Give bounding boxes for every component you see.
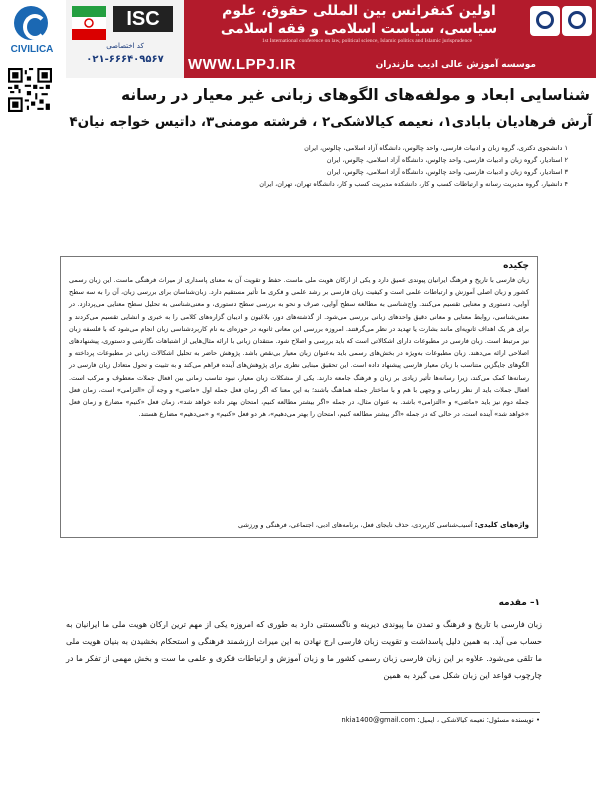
conference-url[interactable]: WWW.LPPJ.IR [188,56,296,73]
conference-title-en: 1st International conference on law, political science, Islamic politics and Islamic jurisprudence [261,38,473,44]
civilica-logo[interactable] [4,4,60,66]
affiliation-2: ۲ استادیار، گروه زبان و ادبیات فارسی، واحد چالوس، دانشگاه آزاد اسلامی، چالوس، ایران [326,156,568,164]
affiliation-3: ۳ استادیار، گروه زبان و ادبیات فارسی، واحد چالوس، دانشگاه آزاد اسلامی، چالوس، ایران [326,168,568,176]
keywords-label: واژه‌های کلیدی: [474,521,529,529]
institute-logo-icon [562,6,592,36]
intro-body: زبان فارسی با تاریخ و فرهنگ و تمدن ما پیوندی دیرینه و ناگسستنی دارد به طوری که امروزه یکی از مهم ترین ارکان هویت ملی ما ایرانیان به حساب می آید. به همین دلیل پاسداشت و تقویت زبان فارسی ارج نهادن به این میراث ارزشمند فرهنگی و استحکام بخشیدن به بنیان هویت ملی ما تلقی می‌شود. علاوه بر این زبان فارسی زبان رسمی کشور ما و زبان آموزش و ارتباطات فکری و علمی ما ست و بخش مهمی از تفکر ما در چارچوب قواعد این زبان شکل می گیرد به همین [66,620,542,680]
banner-sidebar [66,0,184,78]
conference-banner[interactable] [66,0,596,78]
affiliation-1: ۱ دانشجوی دکتری، گروه زبان و ادبیات فارسی، واحد چالوس، دانشگاه آزاد اسلامی، چالوس، ایران [304,144,568,152]
keywords [69,521,529,529]
abstract-body: زبان فارسی با تاریخ و فرهنگ ایرانیان پیوندی عمیق دارد و یکی از ارکان هویت ملی ماست. حفظ و تقویت آن به معنای پاسداری از میراث فرهنگی ماست. این زبان رسمی کشور و زبان اصلی آموزش و ارتباطات علمی است و کیفیت زبان فارسی بر رشد علمی و فکری ما تأثیر مستقیم دارد. زبان‌شناسان برای بررسی زبان، آن را به سه سطح آوایی، دستوری و معنایی تقسیم می‌کنند. واج‌شناسی به مطالعه سطح آوایی، صرف و نحو به بررسی سطح دستوری، و معنی‌شناسی به تحلیل سطح معنایی می‌پردازد. در معنی‌شناسی، روابط معنایی و معانی دقیق واحدهای زبانی بررسی می‌شود. از گذشته‌های دور، بلاغیون و ادیبان گزاره‌های کلامی را به خبری و انشایی تقسیم می‌کردند و برای هر یک اهداف ثانویه‌ای مانند بشارت یا تهدید در نظر می‌گرفتند. امروزه بررسی این معانی ثانویه در حوزه‌ای به نام کاربردشناسی زبان انجام می‌شود که با فلسفه زبان نیز مرتبط است. زبان فارسی در مطبوعات دارای اشکالاتی است که باید بررسی و اصلاح شود. منتقدان زبانی با ارائه مثال‌هایی از اشتباهات نگارشی و دستوری، پیشنهادهای اصلاحی ارائه می‌دهند. زبان مطبوعات به‌ویژه در بخش‌های رسمی باید به‌عنوان زبان معیار بی‌نقص باشد. پژوهش حاضر به تحلیل اشکالات زبانی در مطبوعات پرداخته و الگوهای جایگزین متناسب با زبان معیار فارسی پیشنهاد داده است. این تحقیق مبنایی نظری برای پژوهش‌های آینده فراهم می‌کند و به تثبیت و تحول متعادل زبان فارسی در رسانه‌ها کمک می‌کند، زیرا رسانه‌ها تأثیر زیادی بر زبان و فرهنگ جامعه دارند. یکی از مشکلات زبان معیار، نبود تناسب زمانی بین افعال جملات معطوف و مرکب است. افعال جملات باید از نظر زمانی و وجهی با هم و با ساختار جمله هماهنگ باشند؛ به این معنا که اگر زمان فعل جمله اول «ماضی» و وجه آن «التزامی» است، زمان فعل جمله دوم نیز باید «ماضی» و «التزامی» باشد. به عنوان مثال، در جمله «اگر بیشتر مطالعه کنیم، امتحان بهتر داده خواهد شد»، زمان فعل «کنیم» مضارع و زمان فعل «خواهد شد» آینده است، در حالی که در جمله «اگر بیشتر مطالعه کنیم، امتحان را بهتر می‌دهیم»، هر دو فعل «کنیم» و «می‌دهیم» مضارع هستند. [69,276,529,419]
footnote-divider [380,712,540,713]
paper-authors: آرش فرهادیان بابادی۱، نعیمه کیالاشکی۲ ، فرشته مومنی۳، داتیس خواجه نیان۴ [69,114,592,130]
banner-phone: ۰۲۱-۶۶۶۴۰۹۵۶۷ [86,54,164,65]
conference-title: اولین کنفرانس بین المللی حقوق، علوم سیاسی، سیاست اسلامی و فقه اسلامی [220,3,498,37]
iran-emblem-icon [72,6,106,40]
institute-name: موسسه آموزش عالی ادیب مازندران [375,60,536,70]
qr-code-icon[interactable] [8,68,52,112]
intro-heading: ۱– مقدمه [498,598,540,608]
keywords-list: آسیب‌شناسی کاربردی، حذف نابجای فعل، برنامه‌های ادبی، اجتماعی، فرهنگی و ورزشی [238,521,473,529]
affiliation-4: ۴ دانشیار، گروه مدیریت رسانه و ارتباطات کسب و کار، دانشکده مدیریت کسب و کار، دانشگاه تهران، تهران، ایران [259,180,568,188]
abstract-heading: چکیده [503,261,529,271]
banner-code-label: کد اختصاصی [106,42,144,50]
university-logo-icon [530,6,560,36]
paper-title: شناسایی ابعاد و مولفه‌های الگوهای زبانی غیر معیار در رسانه [120,86,590,104]
abstract-box [60,256,538,538]
civilica-logo-text: CIVILICA [10,44,54,55]
corresponding-author-footnote: • نویسنده مسئول: نعیمه کیالاشکی ، ایمیل: nkia1400@gmail.com [341,716,540,724]
isc-logo: ISC [113,6,173,32]
civilica-logo-icon [14,6,48,40]
author-affiliations [90,142,568,190]
